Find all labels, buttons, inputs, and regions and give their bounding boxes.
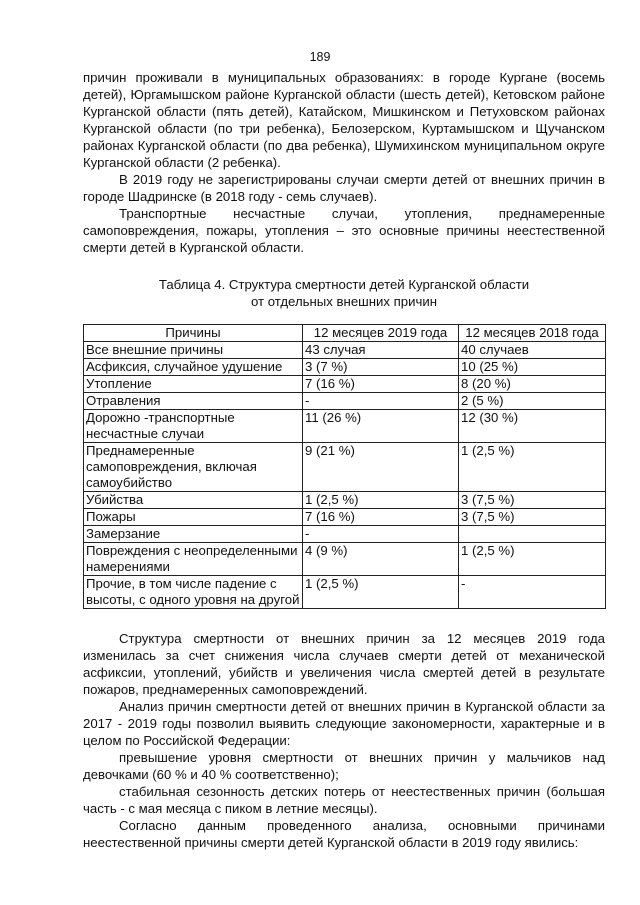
table-row: [84, 410, 606, 443]
cause-cell: Дорожно -транспортные несчастные случаи: [84, 410, 303, 443]
table-caption: [83, 276, 605, 310]
table-row: [84, 509, 606, 526]
value-2018-cell: 1 (2,5 %): [459, 543, 606, 576]
value-2018-cell: 40 случаев: [459, 342, 606, 359]
value-2018-cell: 8 (20 %): [459, 376, 606, 393]
cause-cell: Пожары: [84, 509, 303, 526]
page-number: 189: [309, 50, 331, 64]
value-2019-cell: 1 (2,5 %): [303, 492, 459, 509]
paragraph: В 2019 году не зарегистрированы случаи смерти детей от внешних причин в городе Шадринске (в 2018 году - семь случаев).: [83, 172, 605, 204]
cause-cell: Замерзание: [84, 526, 303, 543]
table-row: [84, 342, 606, 359]
table-header-row: [84, 325, 606, 342]
table-row: [84, 376, 606, 393]
value-2018-cell: 10 (25 %): [459, 359, 606, 376]
paragraph: Транспортные несчастные случаи, утопления, преднамеренные самоповреждения, пожары, утопления – это основные причины неестественной смерти детей в Курганской области.: [83, 206, 605, 255]
mortality-table: [83, 324, 606, 609]
table-row: [84, 443, 606, 492]
value-2019-cell: 9 (21 %): [303, 443, 459, 492]
table-row: [84, 359, 606, 376]
table-row: [84, 576, 606, 609]
value-2018-cell: 1 (2,5 %): [459, 443, 606, 492]
cause-cell: Повреждения с неопределенными намерениями: [84, 543, 303, 576]
cause-cell: Прочие, в том числе падение с высоты, с одного уровня на другой: [84, 576, 303, 609]
value-2019-cell: 3 (7 %): [303, 359, 459, 376]
paragraph: превышение уровня смертности от внешних причин у мальчиков над девочками (60 % и 40 % соответственно);: [83, 750, 605, 782]
value-2019-cell: 4 (9 %): [303, 543, 459, 576]
paragraph: Согласно данным проведенного анализа, основными причинами неестественной причины смерти детей Курганской области в 2019 году явились:: [83, 818, 605, 850]
table-row: [84, 543, 606, 576]
value-2018-cell: 3 (7,5 %): [459, 509, 606, 526]
table-row: [84, 492, 606, 509]
cause-cell: Утопление: [84, 376, 303, 393]
value-2019-cell: 11 (26 %): [303, 410, 459, 443]
table-row: [84, 393, 606, 410]
paragraphs-top: [83, 69, 605, 256]
value-2019-cell: 7 (16 %): [303, 376, 459, 393]
paragraph: Структура смертности от внешних причин за 12 месяцев 2019 года изменилась за счет снижения числа случаев смерти детей от механической асфиксии, утоплений, убийств и увеличения числа смертей детей в результате пожаров, преднамеренных самоповреждений.: [83, 631, 605, 697]
cause-cell: Преднамеренные самоповреждения, включая самоубийство: [84, 443, 303, 492]
header-2019: 12 месяцев 2019 года: [303, 325, 459, 342]
value-2019-cell: 1 (2,5 %): [303, 576, 459, 609]
cause-cell: Отравления: [84, 393, 303, 410]
header-2018: 12 месяцев 2018 года: [459, 325, 606, 342]
cause-cell: Убийства: [84, 492, 303, 509]
value-2019-cell: 7 (16 %): [303, 509, 459, 526]
value-2018-cell: 2 (5 %): [459, 393, 606, 410]
value-2018-cell: [459, 526, 606, 543]
paragraph: причин проживали в муниципальных образованиях: в городе Кургане (восемь детей), Юргамышском районе Курганской области (шесть детей), Кетовском районе Курганской области (пять детей), Катайском, Мишкинском и Петуховском районах Курганской области (по три ребенка), Белозерском, Куртамышском и Щучанском районах Курганской области (по два ребенка), Шумихинском муниципальном округе Курганской области (2 ребенка).: [83, 70, 605, 170]
value-2018-cell: -: [459, 576, 606, 609]
paragraph: стабильная сезонность детских потерь от неестественных причин (большая часть - с мая месяца с пиком в летние месяцы).: [83, 784, 605, 816]
cause-cell: Все внешние причины: [84, 342, 303, 359]
paragraphs-bottom: [83, 630, 605, 851]
cause-cell: Асфиксия, случайное удушение: [84, 359, 303, 376]
table-body: [84, 342, 606, 609]
table-caption-line-2: от отдельных внешних причин: [250, 294, 438, 309]
value-2019-cell: 43 случая: [303, 342, 459, 359]
value-2019-cell: -: [303, 526, 459, 543]
header-causes: Причины: [84, 325, 303, 342]
document-body: [83, 69, 605, 851]
table-caption-line-1: Таблица 4. Структура смертности детей Курганской области: [158, 277, 530, 292]
table-row: [84, 526, 606, 543]
value-2019-cell: -: [303, 393, 459, 410]
paragraph: Анализ причин смертности детей от внешних причин в Курганской области за 2017 - 2019 годы позволил выявить следующие закономерности, характерные и в целом по Российской Федерации:: [83, 699, 605, 748]
value-2018-cell: 12 (30 %): [459, 410, 606, 443]
value-2018-cell: 3 (7,5 %): [459, 492, 606, 509]
